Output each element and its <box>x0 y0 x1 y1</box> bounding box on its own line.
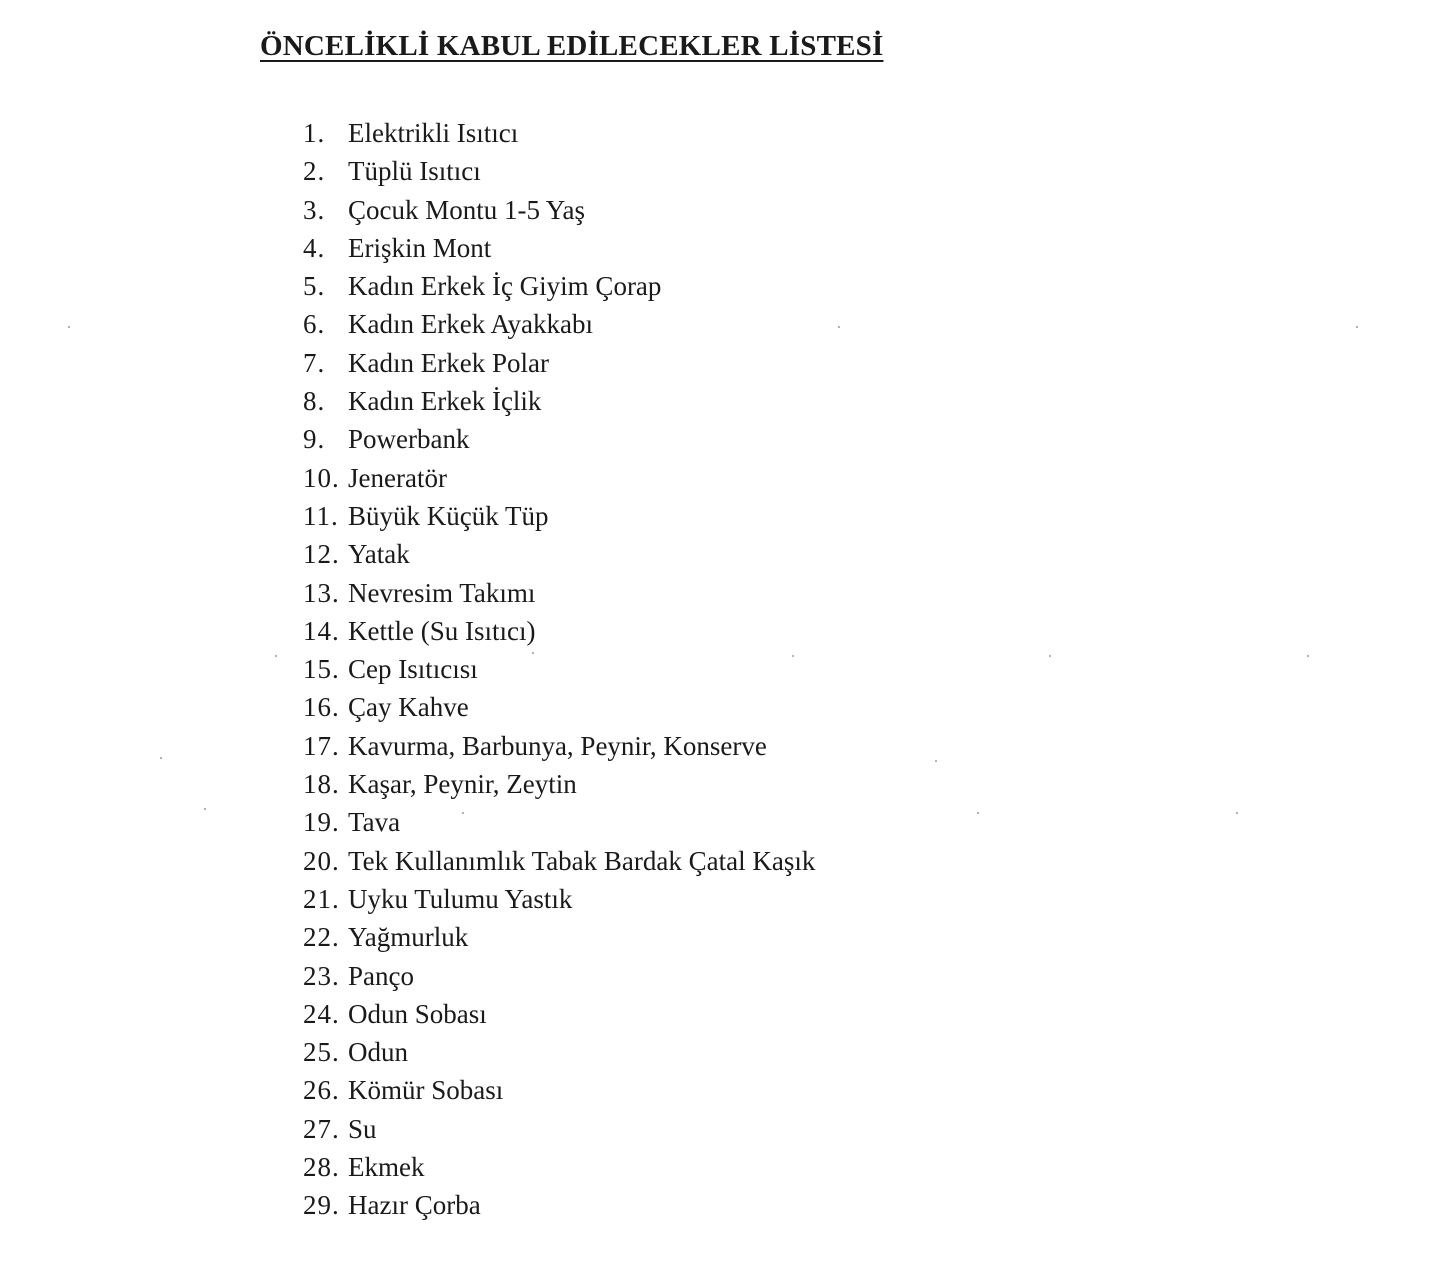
scan-speck <box>977 812 979 814</box>
list-item <box>303 459 815 497</box>
list-item-number: 3. <box>303 194 326 225</box>
scan-speck <box>204 808 206 810</box>
list-item-label: Nevresim Takımı <box>348 577 536 608</box>
list-item-label: Kadın Erkek Ayakkabı <box>348 309 593 340</box>
list-item <box>303 1148 815 1186</box>
list-item-number: 18. <box>303 769 340 800</box>
list-item <box>303 1033 815 1071</box>
list-item-label: Kavurma, Barbunya, Peynir, Konserve <box>348 730 767 761</box>
list-item-number: 23. <box>303 960 340 991</box>
list-item-label: Çay Kahve <box>348 692 469 723</box>
list-item-label: Erişkin Mont <box>348 232 492 263</box>
list-item-number: 16. <box>303 692 340 723</box>
list-item <box>303 497 815 535</box>
list-item <box>303 535 815 573</box>
list-item-label: Uyku Tulumu Yastık <box>348 883 573 914</box>
list-item-label: Powerbank <box>348 424 470 455</box>
list-item-label: Su <box>348 1113 377 1144</box>
list-item <box>303 765 815 803</box>
scan-speck <box>532 652 534 654</box>
list-item-label: Cep Isıtıcısı <box>348 654 478 685</box>
document-title: ÖNCELİKLİ KABUL EDİLECEKLER LİSTESİ <box>260 30 884 62</box>
scan-speck <box>68 326 70 328</box>
list-item-label: Ekmek <box>348 1152 425 1183</box>
list-item <box>303 995 815 1033</box>
scan-speck <box>935 760 937 762</box>
list-item <box>303 574 815 612</box>
list-item-label: Odun <box>348 1037 408 1068</box>
list-item-number: 14. <box>303 615 340 646</box>
list-item-label: Çocuk Montu 1-5 Yaş <box>348 194 586 225</box>
list-item-label: Kadın Erkek İç Giyim Çorap <box>348 271 662 302</box>
list-item-number: 26. <box>303 1075 340 1106</box>
list-item <box>303 229 815 267</box>
list-item-number: 7. <box>303 347 326 378</box>
scan-speck <box>160 757 162 759</box>
list-item-number: 11. <box>303 500 339 531</box>
list-item <box>303 114 815 152</box>
list-item <box>303 382 815 420</box>
scan-speck <box>1356 326 1358 328</box>
list-item-label: Kettle (Su Isıtıcı) <box>348 615 536 646</box>
list-item <box>303 842 815 880</box>
list-item-number: 20. <box>303 845 340 876</box>
list-item <box>303 152 815 190</box>
list-item <box>303 650 815 688</box>
scan-speck <box>1049 655 1051 657</box>
list-item-label: Kadın Erkek Polar <box>348 347 549 378</box>
list-item <box>303 688 815 726</box>
list-item-label: Panço <box>348 960 414 991</box>
scan-speck <box>1307 655 1309 657</box>
list-item-number: 10. <box>303 462 340 493</box>
list-item <box>303 1110 815 1148</box>
list-item-number: 25. <box>303 1037 340 1068</box>
list-item-number: 28. <box>303 1152 340 1183</box>
scan-speck <box>792 655 794 657</box>
list-item-label: Tek Kullanımlık Tabak Bardak Çatal Kaşık <box>348 845 816 876</box>
list-item-label: Büyük Küçük Tüp <box>348 500 549 531</box>
list-item-number: 15. <box>303 654 340 685</box>
list-item <box>303 191 815 229</box>
scan-speck <box>462 812 464 814</box>
list-item-number: 8. <box>303 386 326 417</box>
list-item <box>303 957 815 995</box>
list-item-label: Kaşar, Peynir, Zeytin <box>348 769 577 800</box>
list-item-label: Yağmurluk <box>348 922 469 953</box>
list-item-label: Tava <box>348 807 401 838</box>
list-item-label: Kömür Sobası <box>348 1075 504 1106</box>
list-item <box>303 344 815 382</box>
list-item-number: 12. <box>303 539 340 570</box>
list-item <box>303 880 815 918</box>
list-item-number: 27. <box>303 1113 340 1144</box>
list-item-number: 29. <box>303 1190 340 1221</box>
list-item-number: 5. <box>303 271 326 302</box>
list-item-number: 19. <box>303 807 340 838</box>
list-item-label: Jeneratör <box>348 462 447 493</box>
list-item-number: 17. <box>303 730 340 761</box>
list-item <box>303 420 815 458</box>
scan-speck <box>838 326 840 328</box>
list-item <box>303 1071 815 1109</box>
list-item-label: Tüplü Isıtıcı <box>348 156 481 187</box>
list-item-number: 2. <box>303 156 326 187</box>
list-item <box>303 727 815 765</box>
list-item-number: 1. <box>303 118 326 148</box>
list-item-number: 9. <box>303 424 326 455</box>
list-item <box>303 918 815 956</box>
list-item-number: 21. <box>303 883 340 914</box>
list-item-number: 22. <box>303 922 340 953</box>
priority-item-list <box>303 114 815 1225</box>
list-item-number: 4. <box>303 232 326 263</box>
list-item <box>303 1186 815 1224</box>
list-item-label: Yatak <box>348 539 410 570</box>
list-item <box>303 803 815 841</box>
list-item-label: Odun Sobası <box>348 998 487 1029</box>
list-item-number: 24. <box>303 998 340 1029</box>
list-item-label: Kadın Erkek İçlik <box>348 386 542 417</box>
list-item-number: 13. <box>303 577 340 608</box>
list-item-label: Elektrikli Isıtıcı <box>348 118 519 148</box>
list-item <box>303 267 815 305</box>
list-item-number: 6. <box>303 309 326 340</box>
scan-speck <box>1236 812 1238 814</box>
scan-speck <box>275 655 277 657</box>
list-item <box>303 612 815 650</box>
list-item <box>303 305 815 343</box>
list-item-label: Hazır Çorba <box>348 1190 481 1221</box>
